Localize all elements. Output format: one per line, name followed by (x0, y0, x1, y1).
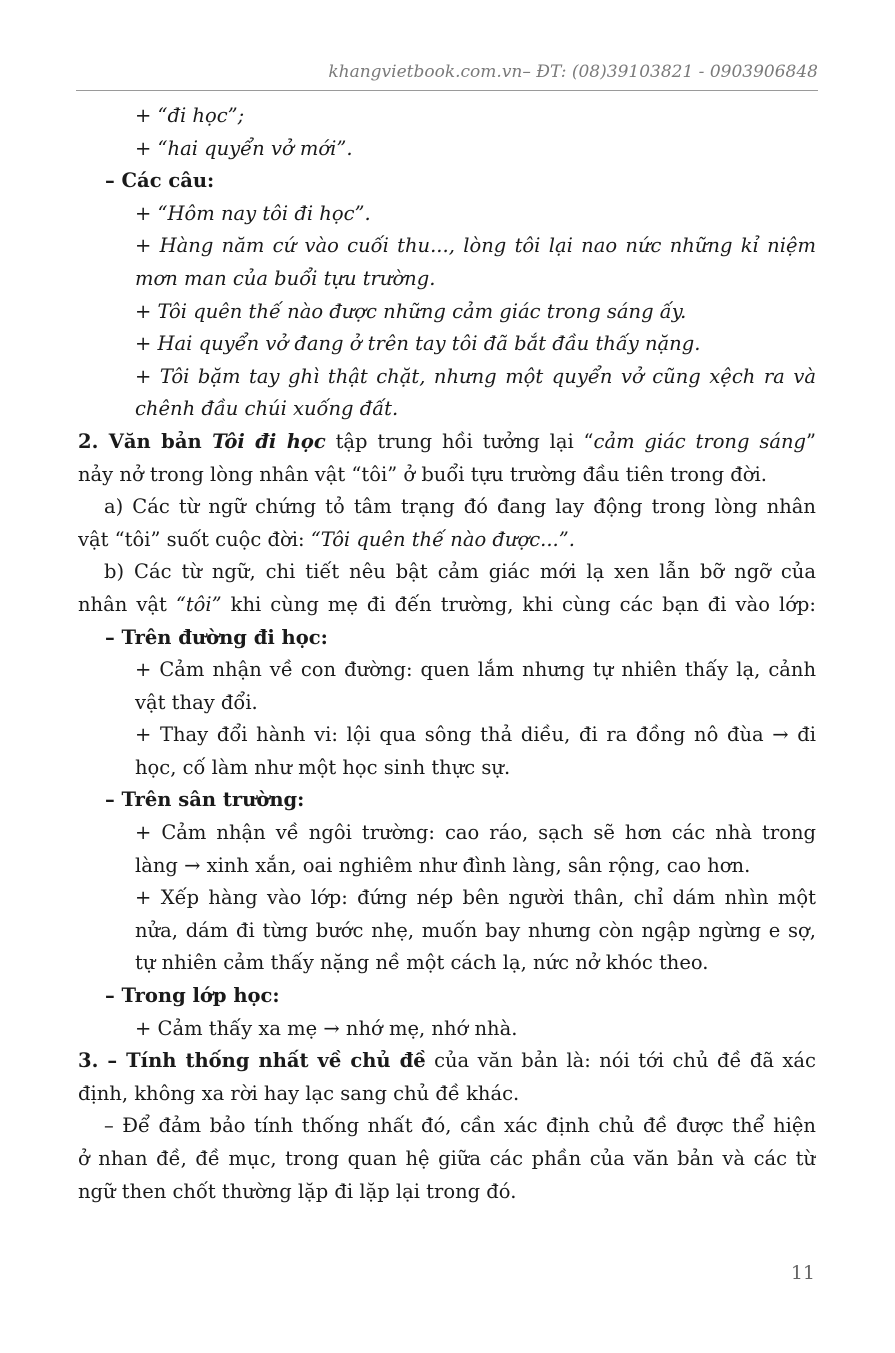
text-span: nhân vật (78, 592, 176, 616)
text-span: 3. – Tính thống nhất về chủ đề (78, 1049, 426, 1073)
text-line: – Các câu: (105, 169, 215, 193)
text-line: + “đi học”; (135, 104, 245, 127)
text-line: ở nhan đề, đề mục, trong quan hệ giữa các phần của văn bản và các từ (78, 1147, 816, 1170)
text-line: + Tôi bặm tay ghì thật chặt, nhưng một quyển vở cũng xệch ra và (135, 364, 816, 388)
text-span: của văn bản là: nói tới chủ đề đã xác (425, 1049, 816, 1073)
text-span: cảm giác trong sáng (593, 429, 806, 453)
text-line: + Hàng năm cứ vào cuối thu..., lòng tôi lại nao nức những kỉ niệm (135, 234, 816, 258)
text-span: Tôi đi học (212, 429, 326, 453)
text-line: tự nhiên cảm thấy nặng nề một cách lạ, nức nở khóc theo. (135, 951, 709, 975)
page-header: khangvietbook.com.vn– ĐT: (08)39103821 - 0903906848 (76, 62, 818, 91)
text-span: tập trung hồi tưởng lại “ (325, 429, 594, 453)
text-line: nảy nở trong lòng nhân vật “tôi” ở buổi tựu trường đầu tiên trong đời. (78, 462, 767, 486)
text-line: – Trong lớp học: (105, 984, 280, 1008)
text-line: + Cảm thấy xa mẹ → nhớ mẹ, nhớ nhà. (135, 1016, 518, 1040)
text-span: “Tôi quên thế nào được...”. (310, 527, 575, 551)
text-line: + Xếp hàng vào lớp: đứng nép bên người thân, chỉ dám nhìn một (135, 886, 816, 910)
text-line (78, 589, 816, 622)
text-line: a) Các từ ngữ chứng tỏ tâm trạng đó đang lay động trong lòng nhân (104, 495, 816, 519)
text-line: nửa, dám đi từng bước nhẹ, muốn bay nhưng còn ngập ngừng e sợ, (135, 918, 816, 942)
text-line: – Trên sân trường: (105, 788, 305, 812)
text-line: + Thay đổi hành vi: lội qua sông thả diều, đi ra đồng nô đùa → đi (135, 723, 816, 747)
text-line: học, cố làm như một học sinh thực sự. (135, 755, 511, 779)
text-line: + Hai quyển vở đang ở trên tay tôi đã bắt đầu thấy nặng. (135, 332, 701, 356)
text-line: – Trên đường đi học: (105, 625, 328, 649)
page-content (78, 100, 816, 1208)
text-line (78, 1045, 816, 1078)
text-line (78, 524, 816, 557)
text-line: b) Các từ ngữ, chi tiết nêu bật cảm giác mới lạ xen lẫn bỡ ngỡ của (104, 560, 816, 584)
text-line: + Tôi quên thế nào được những cảm giác trong sáng ấy. (135, 299, 687, 323)
text-span: ” (806, 429, 816, 453)
text-line: + Cảm nhận về con đường: quen lắm nhưng tự nhiên thấy lạ, cảnh (135, 658, 816, 682)
text-line: + “Hôm nay tôi đi học”. (135, 201, 371, 225)
text-span: “tôi” (175, 592, 222, 616)
text-span: 2. Văn bản (78, 429, 213, 453)
text-line: ngữ then chốt thường lặp đi lặp lại trong đó. (78, 1179, 517, 1203)
text-line: + Cảm nhận về ngôi trường: cao ráo, sạch sẽ hơn các nhà trong (135, 821, 816, 845)
text-line: định, không xa rời hay lạc sang chủ đề khác. (78, 1081, 520, 1105)
text-line: + “hai quyển vở mới”. (135, 136, 353, 160)
text-span: khi cùng mẹ đi đến trường, khi cùng các bạn đi vào lớp: (221, 592, 816, 616)
text-line: – Để đảm bảo tính thống nhất đó, cần xác định chủ đề được thể hiện (104, 1114, 816, 1138)
text-line: chênh đầu chúi xuống đất. (135, 397, 399, 421)
text-line (78, 426, 816, 459)
text-line: làng → xinh xắn, oai nghiêm như đình làng, sân rộng, cao hơn. (135, 853, 751, 877)
text-span: vật “tôi” suốt cuộc đời: (78, 527, 311, 551)
page-number: 11 (790, 1262, 815, 1284)
text-line: mơn man của buổi tựu trường. (135, 266, 436, 290)
text-line: vật thay đổi. (135, 690, 258, 714)
